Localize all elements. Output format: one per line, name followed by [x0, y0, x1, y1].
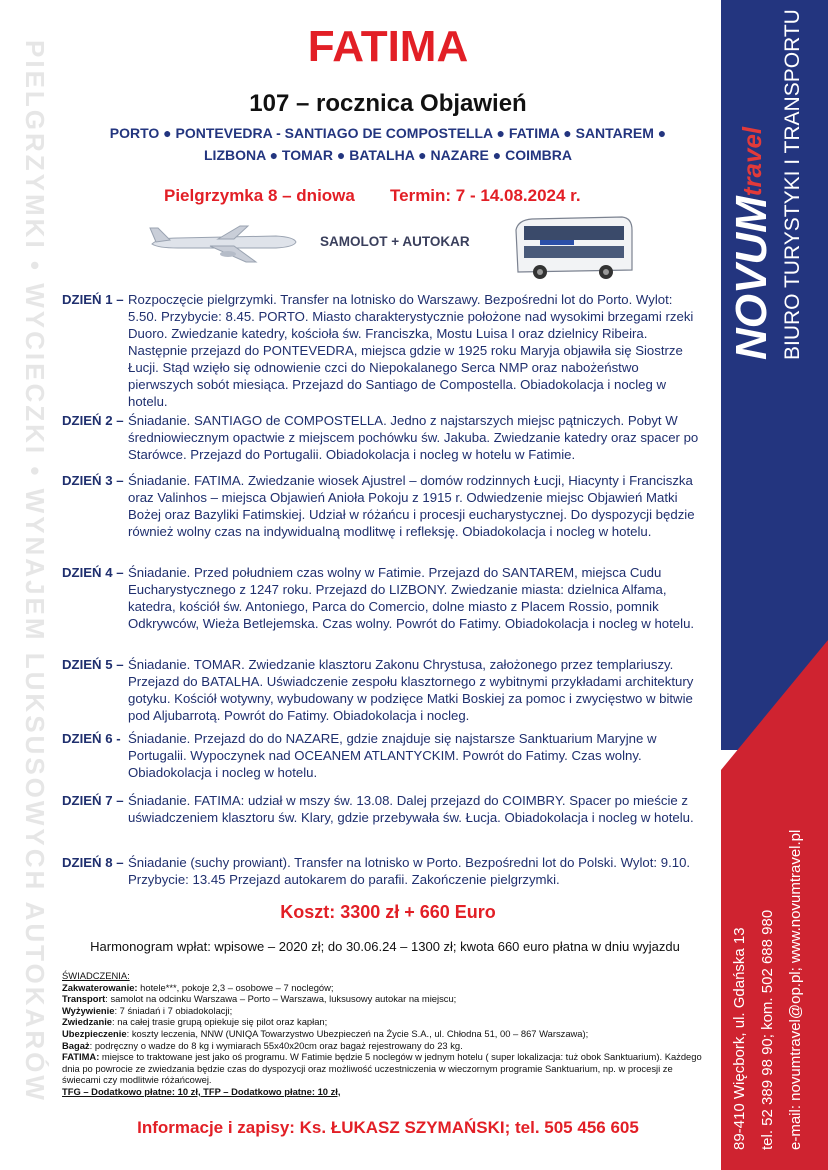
route — [60, 122, 716, 166]
day-3 — [62, 472, 702, 540]
brand-phones: tel. 52 389 98 90; kom. 502 688 980 — [759, 909, 776, 1150]
brand-logo — [727, 40, 777, 360]
page-subtitle: 107 – rocznica Objawień — [249, 90, 527, 117]
transport-mode: SAMOLOT + AUTOKAR — [320, 234, 470, 249]
service-item: Ubezpieczenie: koszty leczenia, NNW (UNIQA Towarzystwo Ubezpieczeń na Życie S.A., ul. Chłodna 51, 00 – 867 Warszawa); — [62, 1027, 589, 1039]
service-item: Transport: samolot na odcinku Warszawa – Porto – Warszawa, luksusowy autokar na miejscu; — [62, 993, 457, 1005]
day-label: DZIEŃ 1 – — [62, 292, 124, 307]
side-strip-text: PIELGRZYMKI • WYCIECZKI • WYNAJEM LUKSUSOWYCH AUTOKARÓW — [20, 40, 50, 1103]
day-4 — [62, 564, 702, 632]
services-header: ŚWIADCZENIA: — [62, 970, 130, 981]
route-line-2: LIZBONA ● TOMAR ● BATALHA ● NAZARE ● COIMBRA — [204, 147, 572, 163]
day-text: Śniadanie. Przed południem czas wolny w Fatimie. Przejazd do SANTAREM, miejsca Cudu Eucharystycznego z 1247 roku. Przejazd do LIZBONY. Zwiedzanie miasta: dzielnica Alfama, katedra, kościół św. Antoniego, Parca do Comercio, dolne miasto z Placem Rossio, pomnik Odkrywców, Wieża Betlejemska. Czas wolny. Powrót do Fatimy. Obiadokolacja i nocleg w hotelu. — [128, 565, 695, 631]
trip-cost: Koszt: 3300 zł + 660 Euro — [280, 902, 496, 922]
day-label: DZIEŃ 4 – — [62, 565, 124, 580]
airplane-icon — [148, 220, 298, 264]
day-label: DZIEŃ 8 – — [62, 855, 124, 870]
day-5 — [62, 656, 702, 724]
brand-address: 89-410 Więcbork, ul. Gdańska 13 — [731, 927, 748, 1150]
service-item: FATIMA: miejsce to traktowane jest jako oś programu. W Fatimie będzie 5 noclegów w jednym hotelu ( super lokalizacja: tuż obok Sanktuarium). Każdego dnia po powrocie ze zwiedzania będzie czas do dyspozycji oraz możliwość uczestniczenia w wieczornym programie Sanktuarium, np. w procesji ze świecami czy modlitwie różańcowej. — [62, 1051, 702, 1086]
day-text: Śniadanie (suchy prowiant). Transfer na lotnisko w Porto. Bezpośredni lot do Polski. Wylot: 9.10. Przybycie: 13.45 Przejazd autokarem do parafii. Zakończenie pielgrzymki. — [128, 855, 691, 887]
service-item: TFG – Dodatkowo płatne: 10 zł, TFP – Dodatkowo płatne: 10 zł, — [62, 1085, 341, 1097]
day-text: Śniadanie. FATIMA. Zwiedzanie wiosek Ajustrel – domów rodzinnych Łucji, Hiacynty i Franciszka oraz Valinhos – miejsca Objawień Anioła Pokoju z 1915 r. Odwiedzenie miejsc Objawień Matki Bożej oraz Bazyliki Fatimskiej. Udział w różańcu i procesji eucharystycznej. Do dyspozycji będzie również wolny czas na indywidualną modlitwę i refleksję. Obiadokolacja i nocleg w hotelu. — [128, 473, 695, 539]
brand-logo-small: travel — [737, 126, 767, 197]
day-8 — [62, 854, 702, 888]
day-label: DZIEŃ 6 - — [62, 731, 121, 746]
services-list — [62, 970, 704, 1098]
brand-email: e-mail: novumtravel@op.pl; www.novumtravel.pl — [787, 829, 804, 1150]
day-label: DZIEŃ 5 – — [62, 657, 124, 672]
day-text: Śniadanie. SANTIAGO de COMPOSTELLA. Jedno z najstarszych miejsc pątniczych. Pobyt W średniowiecznym opactwie z miejscem pochówku św. Jakuba. Zwiedzanie katedry oraz spacer po Starówce. Przejazd do Portugalii. Obiadokolacja i nocleg w hotelu w Fatimie. — [128, 413, 699, 462]
trip-term: Termin: 7 - 14.08.2024 r. — [390, 186, 581, 205]
service-item: Wyżywienie: 7 śniadań i 7 obiadokolacji; — [62, 1004, 233, 1016]
day-2 — [62, 412, 702, 463]
brand-tagline: BIURO TURYSTYKI I TRANSPORTU — [781, 9, 804, 360]
day-label: DZIEŃ 2 – — [62, 413, 124, 428]
service-item: Zakwaterowanie: hotele***, pokoje 2,3 – osobowe – 7 noclegów; — [62, 981, 334, 993]
day-label: DZIEŃ 3 – — [62, 473, 124, 488]
service-item: Bagaż: podręczny o wadze do 8 kg i wymiarach 55x40x20cm oraz bagaż rejestrowany do 23 kg. — [62, 1039, 463, 1051]
route-line-1: PORTO ● PONTEVEDRA - SANTIAGO DE COMPOSTELLA ● FATIMA ● SANTAREM ● — [109, 125, 667, 141]
pilgrimage-length: Pielgrzymka 8 – dniowa — [164, 186, 355, 205]
side-strip — [0, 40, 60, 1140]
brand-band — [721, 0, 828, 1170]
brand-logo-main: NOVUM — [727, 196, 776, 360]
day-text: Śniadanie. FATIMA: udział w mszy św. 13.08. Dalej przejazd do COIMBRY. Spacer po mieście z uświadczeniem klasztoru św. Klary, gdzie przebywała św. Łucja. Obiadokolacja i nocleg w hotelu. — [128, 793, 694, 825]
contact-info: Informacje i zapisy: Ks. ŁUKASZ SZYMAŃSKI; tel. 505 456 605 — [137, 1118, 639, 1137]
service-item: Zwiedzanie: na całej trasie grupą opiekuje się pilot oraz kapłan; — [62, 1016, 328, 1028]
day-text: Śniadanie. Przejazd do do NAZARE, gdzie znajduje się najstarsze Sanktuarium Maryjne w Portugalii. Wypoczynek nad OCEANEM ATLANTYCKIM. Powrót do Fatimy. Czas wolny. Obiadokolacja i nocleg w hotelu. — [128, 731, 657, 780]
day-text: Śniadanie. TOMAR. Zwiedzanie klasztoru Zakonu Chrystusa, założonego przez templariuszy. Przejazd do BATALHA. Uświadczenie zespołu klasztornego z wybitnymi przykładami architektury gotyku. Kościół wotywny, wybudowany w podzięce Matki Boskiej za pomoc i zwycięstwo w bitwie pod Aljubarrotą. Powrót do Fatimy. Obiadokolacja i nocleg. — [128, 657, 694, 723]
bus-icon — [510, 212, 636, 284]
page-title: FATIMA — [307, 22, 469, 71]
day-text: Rozpoczęcie pielgrzymki. Transfer na lotnisko do Warszawy. Bezpośredni lot do Porto. Wylot: 5.50. Przybycie: 8.45. PORTO. Miasto charakterystycznie położone nad wysokimi brzegami rzeki Duoro. Zwiedzanie katedry, kościoła św. Franciszka, Mostu Luisa I oraz dzielnicy Ribeira. Następnie przejazd do PONTEVEDRA, miejsca gdzie w 1925 roku Maryja objawiła się Siostrze Łucji. Stąd wzięło się odnowienie czci do Niepokalanego Serca NMP oraz nabożeństwo pierwszych sobót miesiąca. Przejazd do Santiago de Compostella. Obiadokolacja i nocleg w hotelu. — [128, 292, 694, 409]
day-label: DZIEŃ 7 – — [62, 793, 124, 808]
day-7 — [62, 792, 702, 826]
day-1 — [62, 291, 702, 410]
day-6 — [62, 730, 702, 781]
payment-schedule: Harmonogram wpłat: wpisowe – 2020 zł; do 30.06.24 – 1300 zł; kwota 660 euro płatna w dniu wyjazdu — [90, 939, 680, 954]
